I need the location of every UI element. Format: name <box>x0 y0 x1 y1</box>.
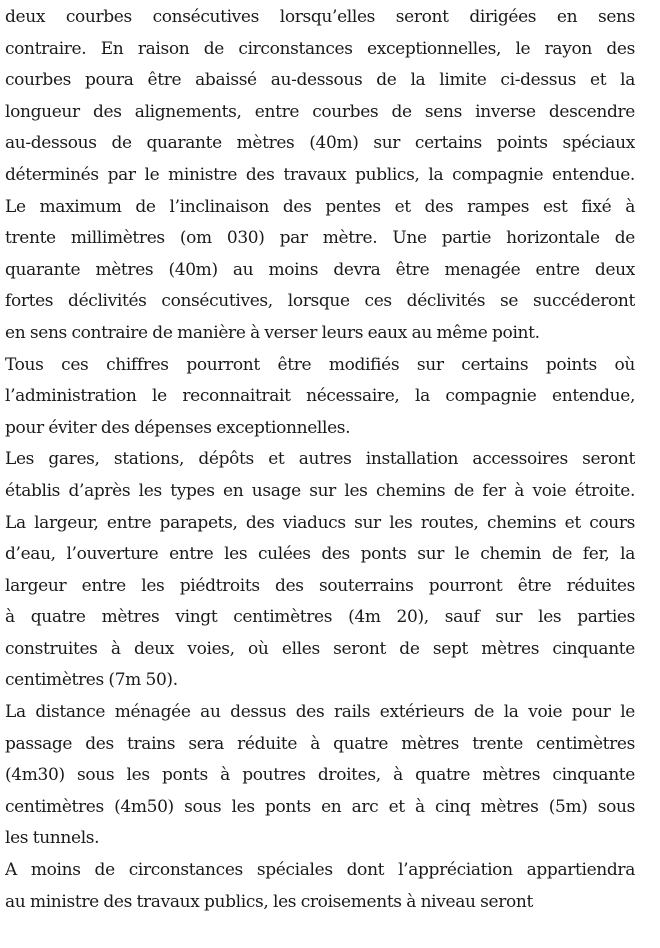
text-line: centimètres (7m 50). <box>5 670 178 691</box>
text-line: largeur entre les piédtroits des souterrains pourront être réduites <box>5 575 635 596</box>
text-line: centimètres (4m50) sous les ponts en arc et à cinq mètres (5m) sous <box>5 796 635 817</box>
text-line: pour éviter des dépenses exceptionnelles. <box>5 417 351 438</box>
text-line: l’administration le reconnaitrait nécessaire, la compagnie entendue, <box>5 386 635 407</box>
text-line: construites à deux voies, où elles seront de sept mètres cinquante <box>5 638 635 659</box>
text-line: fortes déclivités consécutives, lorsque ces déclivités se succéderont <box>5 291 635 312</box>
text-line: d’eau, l’ouverture entre les culées des ponts sur le chemin de fer, la <box>5 544 635 565</box>
text-line: trente millimètres (om 030) par mètre. Une partie horizontale de <box>5 228 635 249</box>
text-line: deux courbes consécutives lorsqu’elles seront dirigées en sens <box>5 7 635 27</box>
text-line: à quatre mètres vingt centimètres (4m 20), sauf sur les parties <box>5 607 635 628</box>
paragraph <box>5 350 635 445</box>
text-line: contraire. En raison de circonstances exceptionnelles, le rayon des <box>5 38 635 59</box>
text-line: en sens contraire de manière à verser leurs eaux au même point. <box>5 322 540 343</box>
text-line: passage des trains sera réduite à quatre mètres trente centimètres <box>5 733 635 754</box>
text-line: établis d’après les types en usage sur les chemins de fer à voie étroite. <box>5 480 635 501</box>
text-line: quarante mètres (40m) au moins devra être menagée entre deux <box>5 259 635 280</box>
text-line: Le maximum de l’inclinaison des pentes et des rampes est fixé à <box>5 196 635 217</box>
document-page <box>5 0 635 918</box>
paragraph <box>5 2 635 350</box>
text-line: A moins de circonstances spéciales dont l’appréciation appartiendra <box>5 860 635 881</box>
text-line: déterminés par le ministre des travaux publics, la compagnie entendue. <box>5 164 635 185</box>
paragraph <box>5 855 635 918</box>
text-line: La distance ménagée au dessus des rails extérieurs de la voie pour le <box>5 702 635 723</box>
text-line: au ministre des travaux publics, les croisements à niveau seront <box>5 891 533 912</box>
paragraph <box>5 697 635 855</box>
text-line: La largeur, entre parapets, des viaducs sur les routes, chemins et cours <box>5 512 635 533</box>
paragraph <box>5 444 635 697</box>
text-line: Tous ces chiffres pourront être modifiés sur certains points où <box>5 354 635 375</box>
text-line: au-dessous de quarante mètres (40m) sur certains points spéciaux <box>5 133 635 154</box>
text-line: Les gares, stations, dépôts et autres installation accessoires seront <box>5 449 635 470</box>
text-line: (4m30) sous les ponts à poutres droites, à quatre mètres cinquante <box>5 765 635 786</box>
text-line: longueur des alignements, entre courbes de sens inverse descendre <box>5 101 635 122</box>
text-line: les tunnels. <box>5 828 100 849</box>
text-line: courbes poura être abaissé au-dessous de la limite ci-dessus et la <box>5 70 635 91</box>
